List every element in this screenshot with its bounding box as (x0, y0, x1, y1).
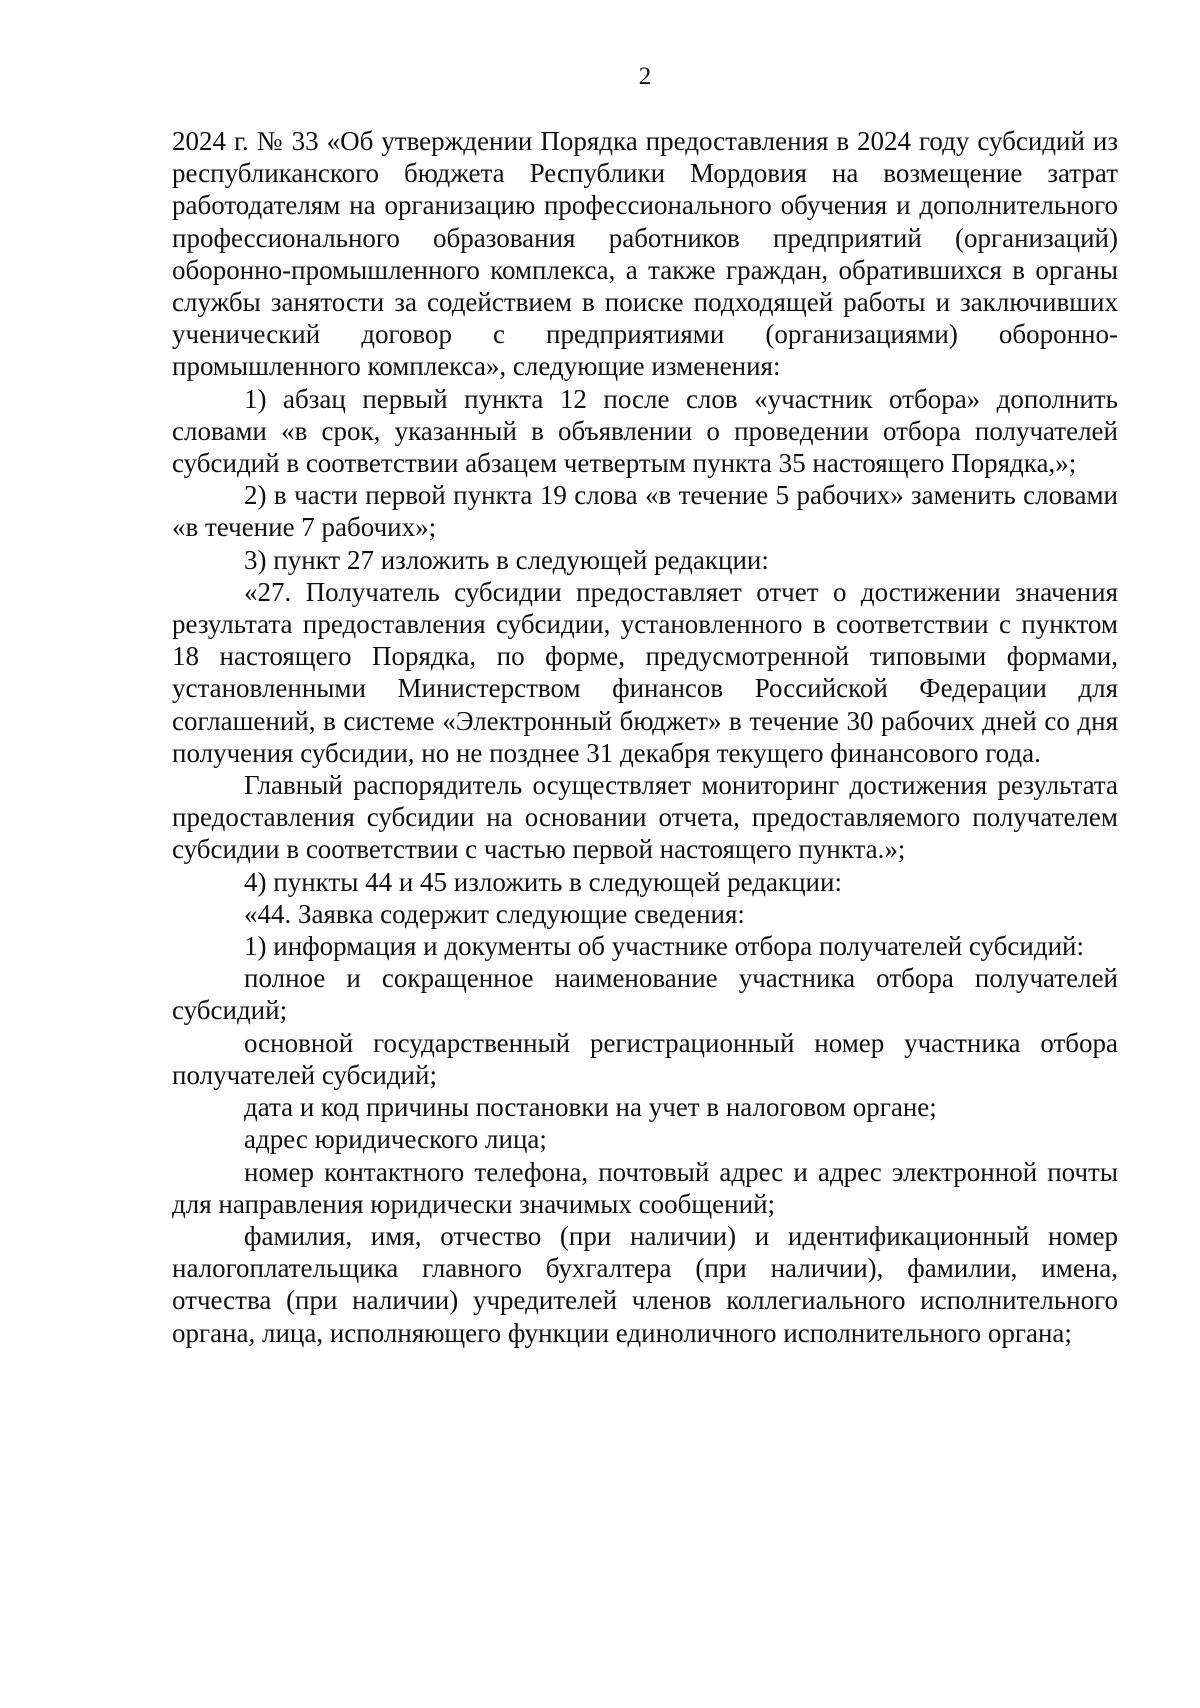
paragraph: «44. Заявка содержит следующие сведения: (244, 898, 745, 929)
paragraph: дата и код причины постановки на учет в налоговом органе; (244, 1092, 937, 1123)
paragraph: «27. Получатель субсидии предоставляет отчет о достижении значения результата предоставления субсидии, установленного в соответствии с пунктом 18 настоящего Порядка, по форме, предусмотренной типовыми формами, установленными Министерством финансов Российской Федерации для соглашений, в системе «Электронный бюджет» в течение 30 рабочих дней со дня получения субсидии, но не позднее 31 декабря текущего финансового года. (172, 576, 1118, 768)
paragraph: основной государственный регистрационный номер участника отбора получателей субсидий; (172, 1027, 1118, 1090)
paragraph: 4) пункты 44 и 45 изложить в следующей редакции: (244, 866, 842, 897)
paragraph: полное и сокращенное наименование участника отбора получателей субсидий; (172, 963, 1118, 1026)
paragraph: 2) в части первой пункта 19 слова «в течение 5 рабочих» заменить словами «в течение 7 рабочих»; (172, 480, 1118, 543)
page-number: 2 (638, 63, 652, 90)
paragraph: адрес юридического лица; (244, 1124, 547, 1155)
paragraph: 3) пункт 27 изложить в следующей редакции: (244, 544, 769, 575)
paragraph: номер контактного телефона, почтовый адрес и адрес электронной почты для направления юридически значимых сообщений; (172, 1156, 1118, 1219)
document-body (172, 125, 1118, 1349)
paragraph: 1) информация и документы об участнике отбора получателей субсидий: (244, 931, 1084, 962)
paragraph: фамилия, имя, отчество (при наличии) и идентификационный номер налогоплательщика главного бухгалтера (при наличии), фамилии, имена, отчества (при наличии) учредителей членов коллегиального исполнительного органа, лица, исполняющего функции единоличного исполнительного органа; (172, 1220, 1118, 1348)
paragraph: 1) абзац первый пункта 12 после слов «участник отбора» дополнить словами «в срок, указанный в объявлении о проведении отбора получателей субсидий в соответствии абзацем четвертым пункта 35 настоящего Порядка,»; (172, 383, 1118, 479)
paragraph: 2024 г. № 33 «Об утверждении Порядка предоставления в 2024 году субсидий из республиканского бюджета Республики Мордовия на возмещение затрат работодателям на организацию профессионального обучения и дополнительного профессионального образования работников предприятий (организаций) оборонно-промышленного комплекса, а также граждан, обратившихся в органы службы занятости за содействием в поиске подходящей работы и заключивших ученический договор с предприятиями (организациями) оборонно-промышленного комплекса», следующие изменения: (172, 126, 1118, 382)
paragraph: Главный распорядитель осуществляет мониторинг достижения результата предоставления субсидии на основании отчета, предоставляемого получателем субсидии в соответствии с частью первой настоящего пункта.»; (172, 770, 1118, 865)
